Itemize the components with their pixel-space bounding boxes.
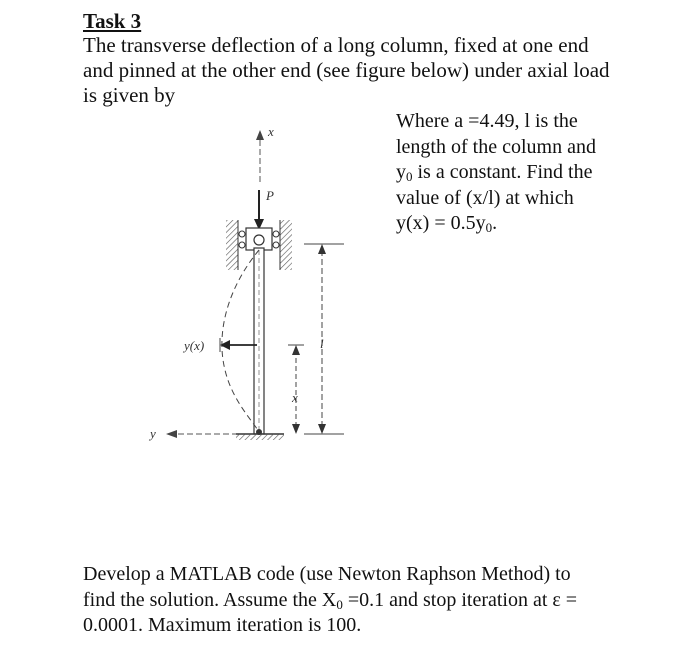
instructions-line-1: Develop a MATLAB code (use Newton Raphson Method) to <box>83 563 571 585</box>
pin-icon <box>254 235 264 245</box>
intro-line-3: is given by <box>83 83 176 107</box>
x-axis-arrowhead <box>256 130 264 140</box>
side-note-line-5 <box>396 211 636 237</box>
length-arrow-top <box>318 244 326 254</box>
length-label: l <box>320 336 324 351</box>
left-roller-icon <box>239 231 245 237</box>
instructions-line-2-start: find the solution. Assume the X <box>83 588 337 611</box>
condition-subscript: 0 <box>485 220 493 235</box>
instructions-paragraph <box>83 562 643 639</box>
right-roller-icon-2 <box>273 242 279 248</box>
deflection-label: y(x) <box>184 338 205 353</box>
side-note-line-2: length of the column and <box>396 135 596 158</box>
right-roller-icon <box>273 231 279 237</box>
yo-subscript: 0 <box>406 169 413 184</box>
side-note <box>396 109 636 237</box>
side-note-line-3 <box>396 160 636 186</box>
task-title: Task 3 <box>83 9 142 33</box>
x-dimension-arrow-bottom <box>292 424 300 434</box>
side-note-line-1: Where a =4.49, l is the <box>396 110 578 132</box>
yo-symbol: y <box>396 161 406 183</box>
intro-paragraph <box>83 33 643 108</box>
left-guide-wall <box>226 220 238 270</box>
intro-line-1: The transverse deflection of a long column, fixed at one end <box>83 33 589 57</box>
x-dimension-arrow-top <box>292 345 300 355</box>
base-support-icon <box>256 429 262 435</box>
instructions-line-3: 0.0001. Maximum iteration is 100. <box>83 614 362 636</box>
length-arrow-bottom <box>318 424 326 434</box>
x0-subscript: 0 <box>336 596 343 612</box>
x-dimension-label: x <box>292 390 298 405</box>
instructions-line-2 <box>83 588 643 614</box>
y-axis-label: y <box>150 426 156 441</box>
column-figure <box>140 120 370 450</box>
intro-line-2: and pinned at the other end (see figure below) under axial load <box>83 58 610 82</box>
side-note-line-4: value of (x/l) at which <box>396 186 574 209</box>
condition-end: . <box>492 212 498 234</box>
side-note-line-3-rest: is a constant. Find the <box>412 161 593 183</box>
instructions-line-2-end: =0.1 and stop iteration at ε = <box>342 588 578 611</box>
fixed-base-hatch <box>236 434 284 440</box>
load-label: P <box>266 188 274 203</box>
x-axis-label: x <box>268 124 274 139</box>
condition-start: y(x) = 0.5y <box>396 212 486 234</box>
left-roller-icon-2 <box>239 242 245 248</box>
y-axis-arrowhead <box>166 430 177 438</box>
right-guide-wall <box>280 220 292 270</box>
